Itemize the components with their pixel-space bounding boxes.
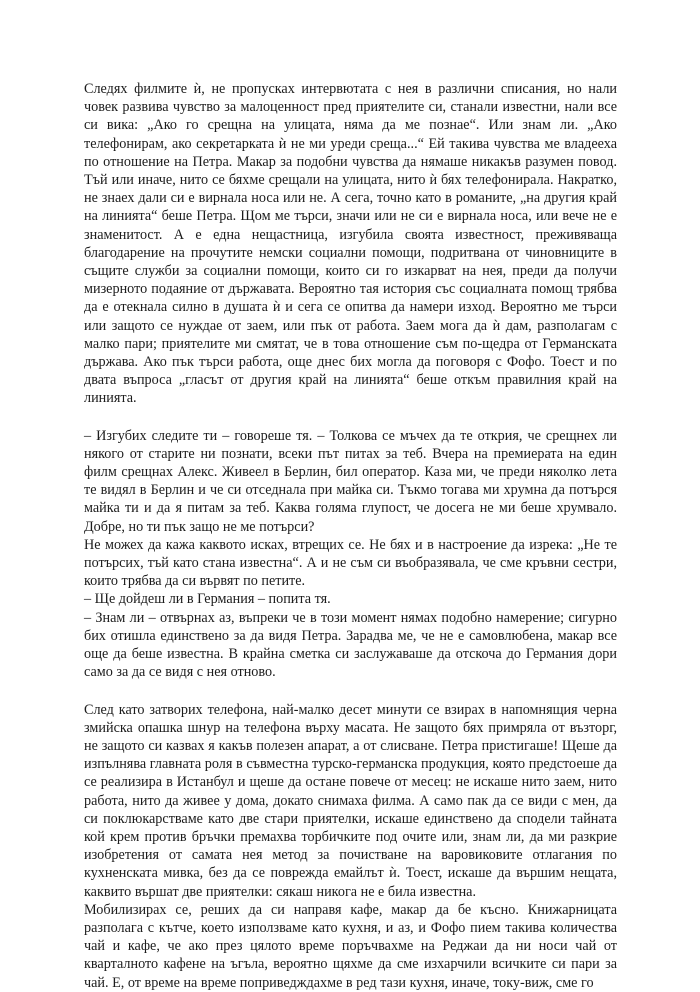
paragraph-7: Мобилизирах се, реших да си направя кафе, макар да бе късно. Книжарницата разполага с кътче, което използваме като кухня, и аз, и Фофо пием такива количества чай и кафе, че ако през цялото време поръчвахме на Реджаи да ни носи чай от кварталното кафене на ъгъла, вероятно щяхме да сме изхарчили всичките си пари за чай. Е, от време на време поприведждахме в ред тази кухня, иначе, току-виж, сме го [84, 901, 617, 991]
paragraph-1: Следях филмите ѝ, не пропусках интервютата с нея в различни списания, но нали човек развива чувство за малоценност пред приятелите си, станали известни, нали все си вика: „Ако го срещна на улицата, няма да ме познае“. Или знам ли. „Ако телефонирам, ако секретарката ѝ не ми уреди среща...“ Ей такива чувства ме владееха по отношение на Петра. Макар за подобни чувства да нямаше никакъв разумен повод. Тъй или иначе, нито се бяхме срещали на улицата, нито ѝ бях телефонирала. Накратко, не знаех дали си е вирнала носа или не. А сега, точно като в романите, „на другия край на линията“ беше Петра. Щом ме търси, значи или не си е вирнала носа, или вече не е знаменитост. А е една нещастница, изгубила своята известност, преживяваща благодарение на прочутите немски социални помощи, подритвана от чиновниците в същите служби за социални помощи, които си го изкарват на нея, преди да получи мизерното подаяние от държавата. Вероятно тая история със социалната помощ трябва да е отекнала силно в душата ѝ и сега се опитва да намери изход. Вероятно ме търси или защото се нуждае от заем, или пък от работа. Заем мога да ѝ дам, разполагам с малко пари; приятелите ми смятат, че в това отношение съм по-щедра от Германската държава. Ако пък търси работа, още днес бих могла да поговоря с Фофо. Тоест и по двата въпроса „гласът от другия край на линията“ беше откъм правилния край на линията. [84, 81, 617, 407]
paragraph-4: – Ще дойдеш ли в Германия – попита тя. [84, 591, 331, 608]
paragraph-gap [84, 682, 617, 701]
paragraph-gap [84, 408, 617, 427]
paragraph-2: – Изгубих следите ти – говореше тя. – Толкова се мъчех да те открия, че срещнех ли някого от старите ни познати, всеки път питах за теб. Вчера на премиерата на един филм срещнах Алекс. Живеел в Берлин, бил оператор. Каза ми, че преди няколко лета те видял в Берлин и че си отседнала при майка си. Тъкмо тогава ми хрумна да потърся майка ти и да я питам за теб. Каква голяма глупост, че досега не ми беше хрумвало. Добре, но ти пък защо не ме потърси? [84, 427, 617, 535]
paragraph-3: Не можех да кажа каквото исках, втрещих се. Не бях и в настроение да изрека: „Не те потърсих, тъй като стана известна“. А и не съм си въобразявала, че сме кръвни сестри, които трябва да си вървят по петите. [84, 536, 617, 590]
paragraph-5: – Знам ли – отвърнах аз, въпреки че в този момент нямах подобно намерение; сигурно бих отишла единствено за да видя Петра. Зарадва ме, че не е самовлюбена, макар все още да беше известна. В крайна сметка си заслужаваше да отскоча до Германия дори само за да се видя с нея отново. [84, 609, 617, 681]
paragraph-6: След като затворих телефона, най-малко десет минути се взирах в напомнящия черна змийска опашка шнур на телефона върху масата. Не защото бях примряла от възторг, не защото си казвах я какъв полезен апарат, а от слисване. Петра пристигаше! Щеше да изпълнява главната роля в съвместна турско-германска продукция, която предстоеше да се реализира в Истанбул и щеше да остане повече от месец: не искаше нито заем, нито работа, нито да живее у дома, докато снимаха филма. А само пак да се види с мен, да си поклюкарстваме като две стари приятелки, искаше единствено да сподели тайната кой крем против бръчки премахва торбичките под очите или, знам ли, да ми разкрие изобретения от самата нея метод за почистване на варовиковите отлагания по кухненската мивка, без да се поврежда емайлът ѝ. Тоест, искаше да вършим нещата, каквито вършат две приятелки: сякаш никога не е била известна. [84, 701, 617, 900]
document-page [84, 80, 617, 992]
